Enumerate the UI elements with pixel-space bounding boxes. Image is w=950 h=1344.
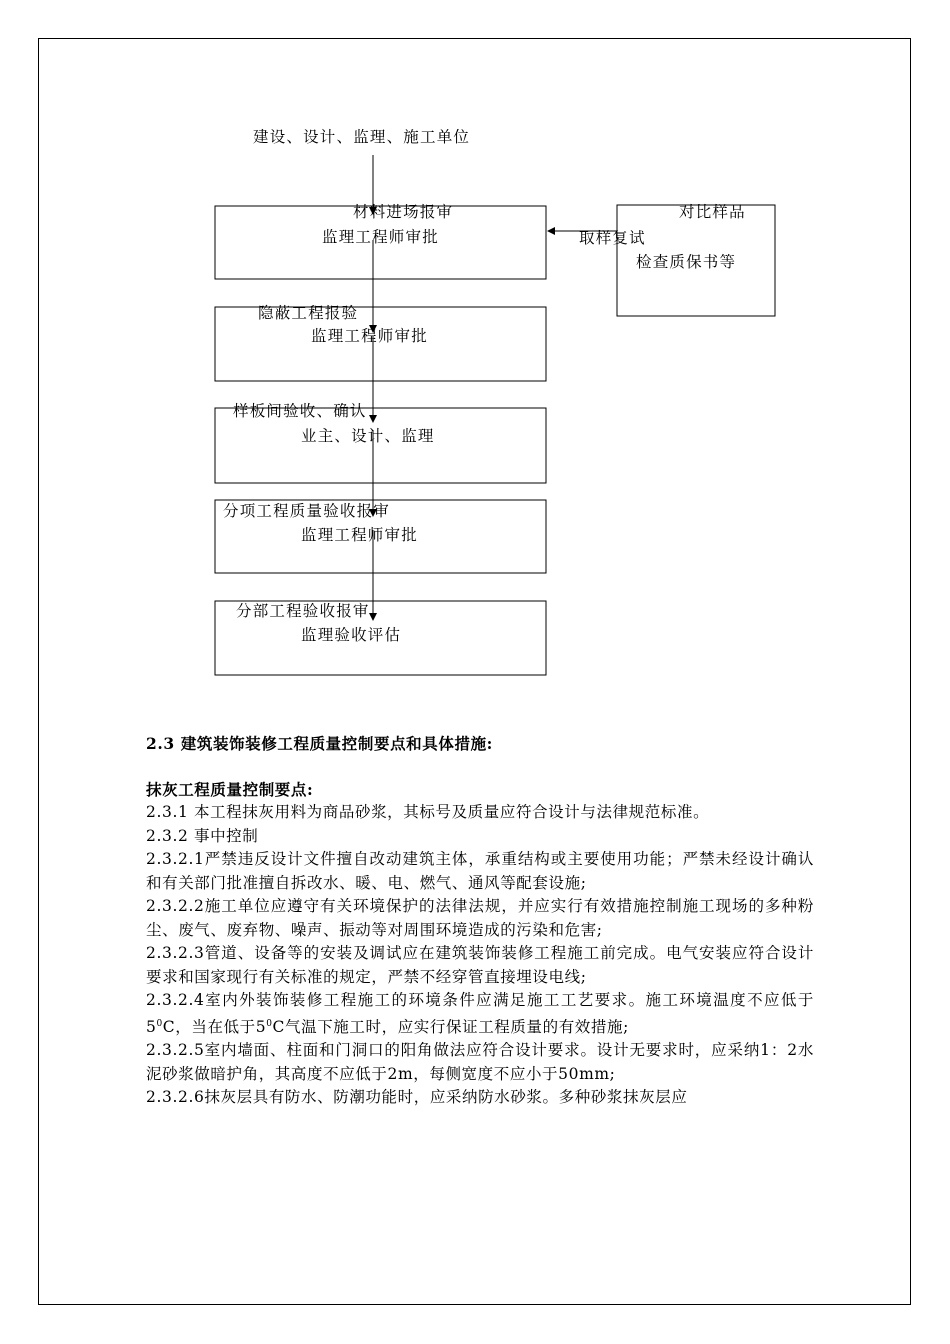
step-2-title: 隐蔽工程报验 [258, 304, 359, 322]
p6-part-b: C，当在低于5 [162, 1017, 267, 1036]
paragraph-2-3-2-6: 2.3.2.6抹灰层具有防水、防潮功能时，应采纳防水砂浆。多种砂浆抹灰层应 [146, 1088, 688, 1107]
step-5-title: 分部工程验收报审 [236, 602, 370, 620]
paragraph-2-3-2-3: 2.3.2.3管道、设备等的安装及调试应在建筑装饰装修工程施工前完成。电气安装应符合设计要求和国家现行有关标准的规定，严禁不经穿管直接埋设电线; [146, 944, 814, 986]
paragraph-2-3-1: 2.3.1 本工程抹灰用料为商品砂浆，其标号及质量应符合设计与法律规范标准。 [146, 803, 710, 821]
step-3-title: 样板间验收、确认 [233, 402, 367, 420]
p6-part-c: C气温下施工时，应实行保证工程质量的有效措施; [272, 1017, 629, 1036]
step-3-body: 业主、设计、监理 [301, 427, 435, 445]
paragraph-2-3-2-5: 2.3.2.5室内墙面、柱面和门洞口的阳角做法应符合设计要求。设计无要求时，应采纳1：2水泥砂浆做暗护角，其高度不应低于2m，每侧宽度不应小于50mm; [146, 1041, 814, 1083]
paragraph-2-3-2-1: 2.3.2.1严禁违反设计文件擅自改动建筑主体，承重结构或主要使用功能；严禁未经设计确认和有关部门批准擅自拆改水、暖、电、燃气、通风等配套设施; [146, 850, 814, 892]
paragraph-2-3-2-2: 2.3.2.2施工单位应遵守有关环境保护的法律法规，并应实行有效措施控制施工现场的多种粉尘、废气、废弃物、噪声、振动等对周围环境造成的污染和危害; [146, 897, 814, 939]
degree-sup-1: 0 [156, 1018, 163, 1029]
subsection-heading: 抹灰工程质量控制要点: [146, 779, 314, 799]
step-2-body: 监理工程师审批 [311, 327, 428, 345]
side-box-body: 检查质保书等 [636, 253, 737, 271]
degree-sup-2: 0 [266, 1018, 273, 1029]
paragraph-2-3-2: 2.3.2 事中控制 [146, 826, 259, 845]
step-1-body: 监理工程师审批 [322, 228, 439, 246]
step-1-title: 材料进场报审 [353, 203, 454, 221]
side-box-title: 对比样品 [679, 203, 746, 221]
section-heading: 2.3 建筑装饰装修工程质量控制要点和具体措施: [146, 734, 493, 753]
p6-part-a: 2.3.2.4室内外装饰装修工程施工的环境条件应满足施工工艺要求。施工环境温度不应低于5 [146, 991, 814, 1036]
step-4-title: 分项工程质量验收报审 [223, 502, 391, 520]
document-body [146, 732, 814, 1110]
step-4-body: 监理工程师审批 [301, 526, 418, 544]
flow-top-label: 建设、设计、监理、施工单位 [253, 128, 471, 146]
step-5-body: 监理验收评估 [301, 626, 402, 644]
side-arrow-label: 取样复试 [579, 229, 646, 247]
paragraph-2-3-2-4 [146, 989, 814, 1039]
